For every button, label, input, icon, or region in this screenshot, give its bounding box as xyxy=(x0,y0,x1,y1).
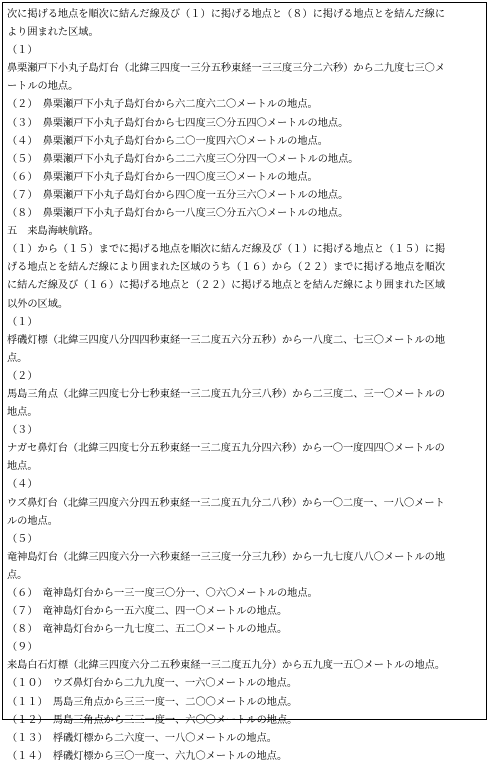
text-line: （７） 竜神島灯台から一五六度二、四一〇メートルの地点。 xyxy=(7,606,288,618)
text-line: （５） xyxy=(7,533,38,545)
text-line: （１３） 桴磯灯標から二六度一、一八〇メートルの地点。 xyxy=(7,732,277,744)
text-line: 点。 xyxy=(7,569,28,581)
text-line: （１２） 馬島三角点から三三一度一、六〇〇メートルの地点。 xyxy=(7,714,298,726)
text-line: （６） 鼻栗瀬戸下小丸子島灯台から一四〇度三〇メートルの地点。 xyxy=(7,171,318,183)
text-line: （５） 鼻栗瀬戸下小丸子島灯台から二二六度三〇分四一〇メートルの地点。 xyxy=(7,153,359,165)
text-line: （１１） 馬島三角点から三三一度一、二〇〇メートルの地点。 xyxy=(7,696,298,708)
text-line: （７） 鼻栗瀬戸下小丸子島灯台から四〇度一五分三六〇メートルの地点。 xyxy=(7,189,349,201)
text-line: 次に掲げる地点を順次に結んだ線及び（１）に掲げる地点と（８）に掲げる地点とを結んだ線に xyxy=(7,9,446,20)
text-line: げる地点とを結んだ線により囲まれた区域のうち（１６）から（２２）までに掲げる地点を順次 xyxy=(7,262,446,274)
text-line: ナガセ鼻灯台（北緯三四度七分五秒東経一三二度五九分四六秒）から一〇一度四四〇メートルの xyxy=(7,443,445,455)
text-line: （１４） 桴磯灯標から三〇一度一、六九〇メートルの地点。 xyxy=(7,750,288,762)
text-line: ウズ鼻灯台（北緯三四度六分四五秒東経一三二度五九分二八秒）から一〇二度一、一八〇メート xyxy=(7,497,445,509)
text-line: （３） 鼻栗瀬戸下小丸子島灯台から七四度三〇分五四〇メートルの地点。 xyxy=(7,117,349,129)
text-line: （２） xyxy=(7,370,38,382)
text-line: （３） xyxy=(7,425,38,437)
text-line: 馬島三角点（北緯三四度七分七秒東経一三二度五九分三八秒）から二三度二、三一〇メートルの xyxy=(7,388,446,400)
text-line: （９） xyxy=(7,642,38,654)
text-line: （１） xyxy=(7,316,38,328)
text-line: （１）から（１５）までに掲げる地点を順次に結んだ線及び（１）に掲げる地点と（１５）に掲 xyxy=(7,244,446,256)
text-line: （４） 鼻栗瀬戸下小丸子島灯台から二〇一度四六〇メートルの地点。 xyxy=(7,135,328,147)
text-line: （１） xyxy=(7,45,38,57)
text-line: 桴磯灯標（北緯三四度八分四四秒東経一三二度五六分五秒）から一八度二、七三〇メートルの地 xyxy=(7,334,446,346)
text-line: （６） 竜神島灯台から一三一度三〇分一、〇六〇メートルの地点。 xyxy=(7,588,318,599)
text-line: 地点。 xyxy=(7,407,38,419)
text-line: に結んだ線及び（１６）に掲げる地点と（２２）に掲げる地点とを結んだ線により囲まれた区域 xyxy=(7,280,446,292)
text-line: （２） 鼻栗瀬戸下小丸子島灯台から六二度六二〇メートルの地点。 xyxy=(7,99,318,111)
text-line: ートルの地点。 xyxy=(7,81,79,93)
text-line: 以外の区域。 xyxy=(7,298,69,310)
text-line: 五 来島海峡航路。 xyxy=(7,226,99,238)
document-body xyxy=(7,6,484,766)
text-line: （８） 鼻栗瀬戸下小丸子島灯台から一八度三〇分五六〇メートルの地点。 xyxy=(7,208,349,220)
text-line: ルの地点。 xyxy=(7,515,58,527)
text-line: 点。 xyxy=(7,352,28,364)
text-line: （４） xyxy=(7,479,38,491)
text-line: 鼻栗瀬戸下小丸子島灯台（北緯三四度一三分五秒東経一三三度三分二六秒）から二九度七三〇メ xyxy=(7,63,446,75)
text-line: 来島白石灯標（北緯三四度六分二五秒東経一三二度五九分）から五九度一五〇メートルの地点。 xyxy=(7,660,446,672)
text-line: （８） 竜神島灯台から一九七度二、五二〇メートルの地点。 xyxy=(7,624,288,636)
document-frame xyxy=(2,2,487,762)
text-line: （１０） ウズ鼻灯台から二九九度一、一六〇メートルの地点。 xyxy=(7,678,298,690)
text-line: 地点。 xyxy=(7,461,38,473)
text-line: 竜神島灯台（北緯三四度六分一六秒東経一三三度一分三九秒）から一九七度八八〇メートルの地 xyxy=(7,551,446,563)
text-line: より囲まれた区域。 xyxy=(7,27,99,39)
